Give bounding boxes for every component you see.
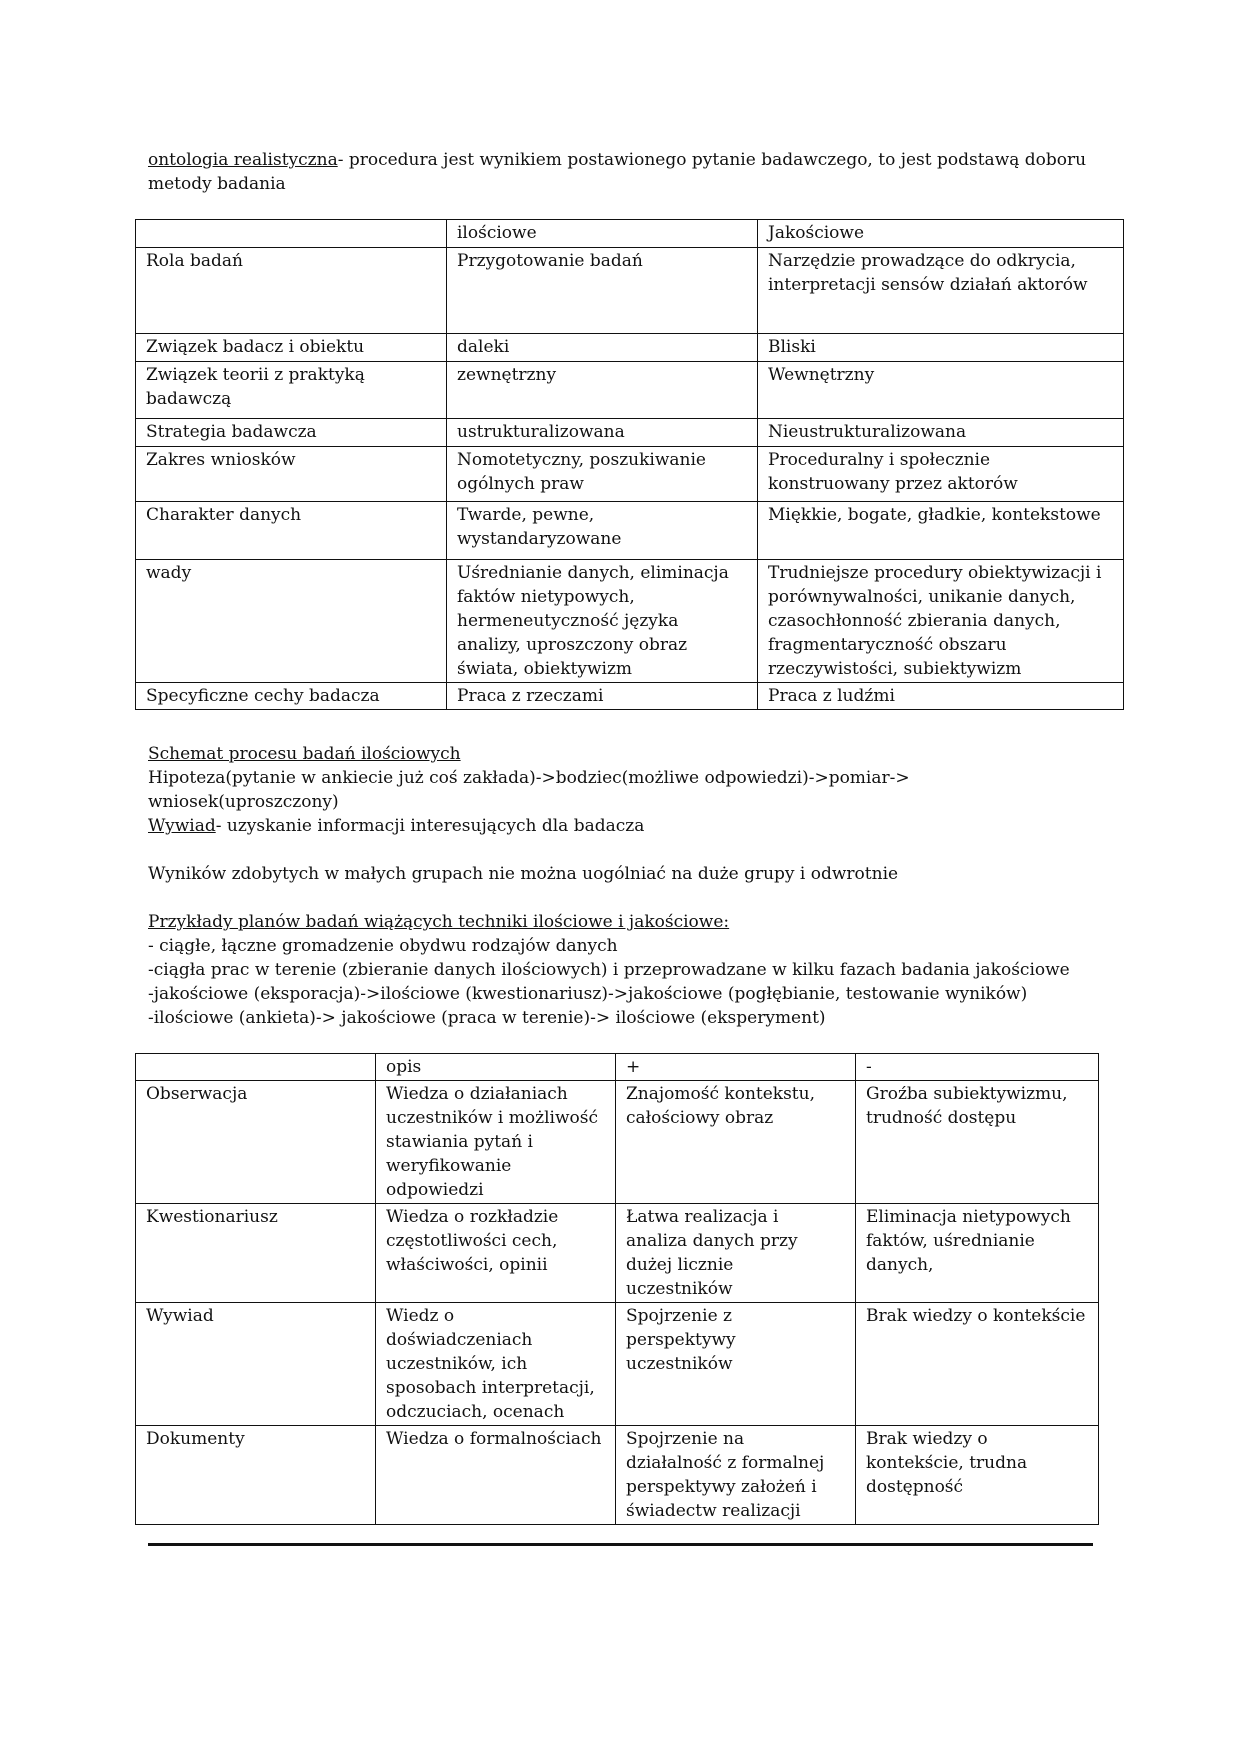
table-cell: Praca z ludźmi [758, 683, 1124, 710]
table-cell: Kwestionariusz [136, 1204, 376, 1303]
intro-text: - procedura jest wynikiem postawionego pytanie badawczego, to jest podstawą doboru metody badania [148, 150, 1087, 194]
table-cell: Brak wiedzy o kontekście, trudna dostępność [856, 1426, 1099, 1525]
intro-term: ontologia realistyczna [148, 150, 338, 170]
wywiad-paragraph [148, 814, 1088, 838]
table-cell: Obserwacja [136, 1081, 376, 1204]
table-cell: Wiedz o doświadczeniach uczestników, ich sposobach interpretacji, odczuciach, ocenach [376, 1303, 616, 1426]
table-cell: Uśrednianie danych, eliminacja faktów nietypowych, hermeneutyczność języka analizy, uproszczony obraz świata, obiektywizm [447, 560, 758, 683]
table-cell: ustrukturalizowana [447, 419, 758, 447]
list-item: -ciągła prac w terenie (zbieranie danych ilościowych) i przeprowadzane w kilku fazach badania jakościowe [148, 960, 1070, 980]
table-cell: Specyficzne cechy badacza [136, 683, 447, 710]
table-cell: Spojrzenie z perspektywy uczestników [616, 1303, 856, 1426]
table-cell: Wiedza o działaniach uczestników i możliwość stawiania pytań i weryfikowanie odpowiedzi [376, 1081, 616, 1204]
table-cell: Narzędzie prowadzące do odkrycia, interpretacji sensów działań aktorów [758, 248, 1124, 334]
table-cell: Wywiad [136, 1303, 376, 1426]
table-cell: daleki [447, 334, 758, 362]
table-cell: Wiedza o formalnościach [376, 1426, 616, 1525]
wywiad-text: - uzyskanie informacji interesujących dla badacza [215, 816, 645, 836]
table-cell: Brak wiedzy o kontekście [856, 1303, 1099, 1426]
przyklady-heading: Przykłady planów badań wiążących techniki ilościowe i jakościowe: [148, 912, 730, 932]
table-cell: Związek teorii z praktyką badawczą [136, 362, 447, 419]
table-cell: Charakter danych [136, 502, 447, 560]
wywiad-term: Wywiad [148, 816, 216, 836]
table-row [136, 683, 1124, 710]
table-header-cell [136, 220, 447, 248]
table-cell: Trudniejsze procedury obiektywizacji i porównywalności, unikanie danych, czasochłonność zbierania danych, fragmentaryczność obszaru rzeczywistości, subiektywizm [758, 560, 1124, 683]
table-row [136, 1081, 1099, 1204]
table-row [136, 502, 1124, 560]
intro-paragraph [148, 148, 1088, 196]
table-header-cell [136, 1054, 376, 1081]
table-cell: Groźba subiektywizmu, trudność dostępu [856, 1081, 1099, 1204]
table-row [136, 419, 1124, 447]
table-cell: Zakres wniosków [136, 447, 447, 502]
table-cell: Łatwa realizacja i analiza danych przy dużej licznie uczestników [616, 1204, 856, 1303]
table-cell: Związek badacz i obiektu [136, 334, 447, 362]
table-row [136, 1303, 1099, 1426]
table-header-cell: + [616, 1054, 856, 1081]
table-cell: Nomotetyczny, poszukiwanie ogólnych praw [447, 447, 758, 502]
wyniki-paragraph: Wyników zdobytych w małych grupach nie można uogólniać na duże grupy i odwrotnie [148, 864, 899, 884]
table-cell: zewnętrzny [447, 362, 758, 419]
table-cell: Strategia badawcza [136, 419, 447, 447]
table-cell: Miękkie, bogate, gładkie, kontekstowe [758, 502, 1124, 560]
table-header-cell: - [856, 1054, 1099, 1081]
schemat-text: Hipoteza(pytanie w ankiecie już coś zakłada)->bodziec(możliwe odpowiedzi)->pomiar-> wniosek(uproszczony) [148, 768, 910, 812]
table-cell: Spojrzenie na działalność z formalnej perspektywy założeń i świadectw realizacji [616, 1426, 856, 1525]
table-cell: Przygotowanie badań [447, 248, 758, 334]
list-item: - ciągłe, łączne gromadzenie obydwu rodzajów danych [148, 936, 618, 956]
table-row [136, 334, 1124, 362]
table-row [136, 560, 1124, 683]
table-cell: Eliminacja nietypowych faktów, uśrednianie danych, [856, 1204, 1099, 1303]
table-row [136, 362, 1124, 419]
comparison-table [135, 219, 1124, 710]
table-cell: Rola badań [136, 248, 447, 334]
table-cell: Twarde, pewne, wystandaryzowane [447, 502, 758, 560]
table-cell: Praca z rzeczami [447, 683, 758, 710]
table-cell: Wiedza o rozkładzie częstotliwości cech, właściwości, opinii [376, 1204, 616, 1303]
table-cell: Proceduralny i społecznie konstruowany przez aktorów [758, 447, 1124, 502]
methods-table [135, 1053, 1099, 1525]
table-header-cell: ilościowe [447, 220, 758, 248]
table-cell: Znajomość kontekstu, całościowy obraz [616, 1081, 856, 1204]
table-header-cell: Jakościowe [758, 220, 1124, 248]
table-cell: wady [136, 560, 447, 683]
table-row [136, 248, 1124, 334]
table-cell: Wewnętrzny [758, 362, 1124, 419]
table-cell: Bliski [758, 334, 1124, 362]
list-item: -ilościowe (ankieta)-> jakościowe (praca w terenie)-> ilościowe (eksperyment) [148, 1008, 826, 1028]
table-header-cell: opis [376, 1054, 616, 1081]
table-row [136, 447, 1124, 502]
table-header-row [136, 1054, 1099, 1081]
table-cell: Nieustrukturalizowana [758, 419, 1124, 447]
list-item: -jakościowe (eksporacja)->ilościowe (kwestionariusz)->jakościowe (pogłębianie, testowanie wyników) [148, 984, 1028, 1004]
table-row [136, 1204, 1099, 1303]
horizontal-rule [148, 1543, 1093, 1546]
table-row [136, 1426, 1099, 1525]
table-header-row [136, 220, 1124, 248]
schemat-heading: Schemat procesu badań ilościowych [148, 744, 461, 764]
table-cell: Dokumenty [136, 1426, 376, 1525]
